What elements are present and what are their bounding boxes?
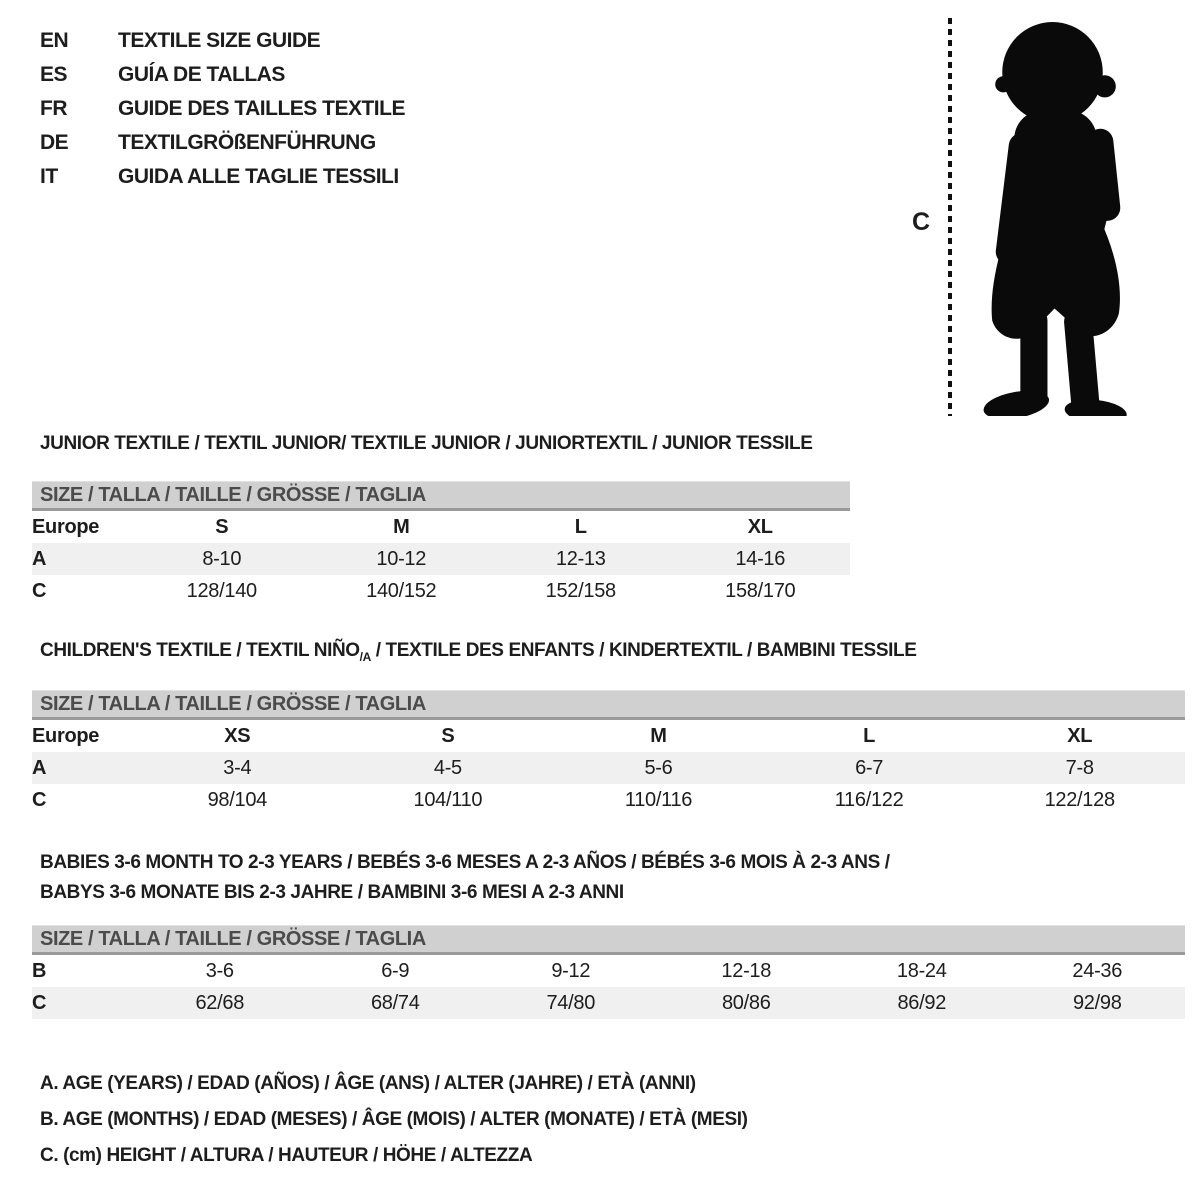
height-cell: 140/152 <box>366 579 437 602</box>
height-cell: 80/86 <box>659 987 835 1019</box>
height-cell: 122/128 <box>1044 788 1115 811</box>
height-cell: 68/74 <box>308 987 484 1019</box>
row-label: C <box>32 788 47 811</box>
children-title-sub: /A <box>359 649 371 664</box>
babies-size-table <box>32 925 1185 1019</box>
height-cell: 86/92 <box>834 987 1010 1019</box>
language-label: GUIDA ALLE TAGLIE TESSILI <box>118 165 399 188</box>
children-size-table <box>32 690 1185 816</box>
babies-section-title <box>40 848 890 908</box>
age-cell: 12-18 <box>721 959 772 982</box>
size-cell: M <box>650 724 667 747</box>
height-cell: 98/104 <box>207 788 267 811</box>
height-measure-label: C <box>912 208 931 236</box>
babies-title-line2: BABYS 3-6 MONATE BIS 2-3 JAHRE / BAMBINI 3-6 MESI A 2-3 ANNI <box>40 882 624 903</box>
size-cell: XL <box>1067 724 1093 747</box>
height-cell: 116/122 <box>834 788 904 811</box>
table-row-europe <box>32 511 850 543</box>
row-label: Europe <box>32 515 100 538</box>
table-row-age <box>32 752 1185 784</box>
height-cell: 110/116 <box>624 788 693 811</box>
language-list <box>40 24 405 194</box>
babies-table <box>32 955 1185 1019</box>
age-cell: 12-13 <box>491 543 671 575</box>
table-row-height <box>32 784 1185 816</box>
language-row-fr <box>40 92 405 126</box>
age-cell: 14-16 <box>671 543 851 575</box>
row-label: C <box>32 987 132 1019</box>
row-label: A <box>32 752 132 784</box>
size-header-bar: SIZE / TALLA / TAILLE / GRÖSSE / TAGLIA <box>32 481 850 511</box>
age-cell: 24-36 <box>1072 959 1123 982</box>
age-cell: 3-4 <box>132 752 343 784</box>
junior-section-title: JUNIOR TEXTILE / TEXTIL JUNIOR/ TEXTILE JUNIOR / JUNIORTEXTIL / JUNIOR TESSILE <box>40 433 813 454</box>
age-cell: 6-9 <box>381 959 410 982</box>
legend-age-months: B. AGE (MONTHS) / EDAD (MESES) / ÂGE (MOIS) / ALTER (MONATE) / ETÀ (MESI) <box>40 1109 748 1130</box>
size-header-bar: SIZE / TALLA / TAILLE / GRÖSSE / TAGLIA <box>32 690 1185 720</box>
size-cell: L <box>574 515 587 538</box>
age-cell: 5-6 <box>553 752 764 784</box>
table-row-age <box>32 543 850 575</box>
age-cell: 10-12 <box>312 543 492 575</box>
row-label: A <box>32 543 132 575</box>
size-cell: XS <box>224 724 251 747</box>
language-code: IT <box>40 165 58 188</box>
height-cell: 152/158 <box>545 579 616 602</box>
children-table <box>32 720 1185 816</box>
language-code: EN <box>40 29 69 52</box>
height-cell: 74/80 <box>483 987 659 1019</box>
size-cell: XL <box>747 515 773 538</box>
toddler-silhouette-icon <box>962 14 1142 416</box>
size-cell: S <box>215 515 229 538</box>
age-cell: 18-24 <box>896 959 947 982</box>
junior-table <box>32 511 850 607</box>
legend-age-years: A. AGE (YEARS) / EDAD (AÑOS) / ÂGE (ANS) / ALTER (JAHRE) / ETÀ (ANNI) <box>40 1073 696 1094</box>
language-code: ES <box>40 63 68 86</box>
height-cell: 128/140 <box>186 579 257 602</box>
children-section-title <box>40 640 916 664</box>
height-measure-dashed-line <box>948 18 952 416</box>
size-cell: M <box>393 515 410 538</box>
children-title-post: / TEXTILE DES ENFANTS / KINDERTEXTIL / BAMBINI TESSILE <box>370 640 917 661</box>
language-code: FR <box>40 97 67 120</box>
height-cell: 158/170 <box>725 579 796 602</box>
table-row-europe <box>32 720 1185 752</box>
size-cell: S <box>441 724 455 747</box>
age-cell: 8-10 <box>132 543 312 575</box>
language-row-en <box>40 24 405 58</box>
height-cell: 62/68 <box>132 987 308 1019</box>
junior-size-table <box>32 481 850 607</box>
height-cell: 92/98 <box>1010 987 1186 1019</box>
age-cell: 6-7 <box>764 752 975 784</box>
size-header-bar: SIZE / TALLA / TAILLE / GRÖSSE / TAGLIA <box>32 925 1185 955</box>
language-label: TEXTILE SIZE GUIDE <box>118 29 321 52</box>
language-row-de <box>40 126 405 160</box>
language-label: TEXTILGRÖßENFÜHRUNG <box>118 131 376 154</box>
children-title-pre: CHILDREN'S TEXTILE / TEXTIL NIÑO <box>40 640 360 661</box>
height-cell: 104/110 <box>413 788 483 811</box>
age-cell: 4-5 <box>343 752 554 784</box>
legend <box>40 1066 748 1174</box>
language-row-it <box>40 160 405 194</box>
size-cell: L <box>863 724 876 747</box>
age-cell: 9-12 <box>551 959 591 982</box>
row-label: B <box>32 959 47 982</box>
babies-title-line1: BABIES 3-6 MONTH TO 2-3 YEARS / BEBÉS 3-6 MESES A 2-3 AÑOS / BÉBÉS 3-6 MOIS À 2-3 ANS / <box>40 852 890 873</box>
row-label: Europe <box>32 724 100 747</box>
age-cell: 7-8 <box>974 752 1185 784</box>
table-row-age-months <box>32 955 1185 987</box>
language-row-es <box>40 58 405 92</box>
language-label: GUÍA DE TALLAS <box>118 63 285 86</box>
table-row-height <box>32 987 1185 1019</box>
language-code: DE <box>40 131 69 154</box>
row-label: C <box>32 579 47 602</box>
language-label: GUIDE DES TAILLES TEXTILE <box>118 97 405 120</box>
legend-height-cm: C. (cm) HEIGHT / ALTURA / HAUTEUR / HÖHE / ALTEZZA <box>40 1145 533 1166</box>
table-row-height <box>32 575 850 607</box>
age-cell: 3-6 <box>205 959 234 982</box>
